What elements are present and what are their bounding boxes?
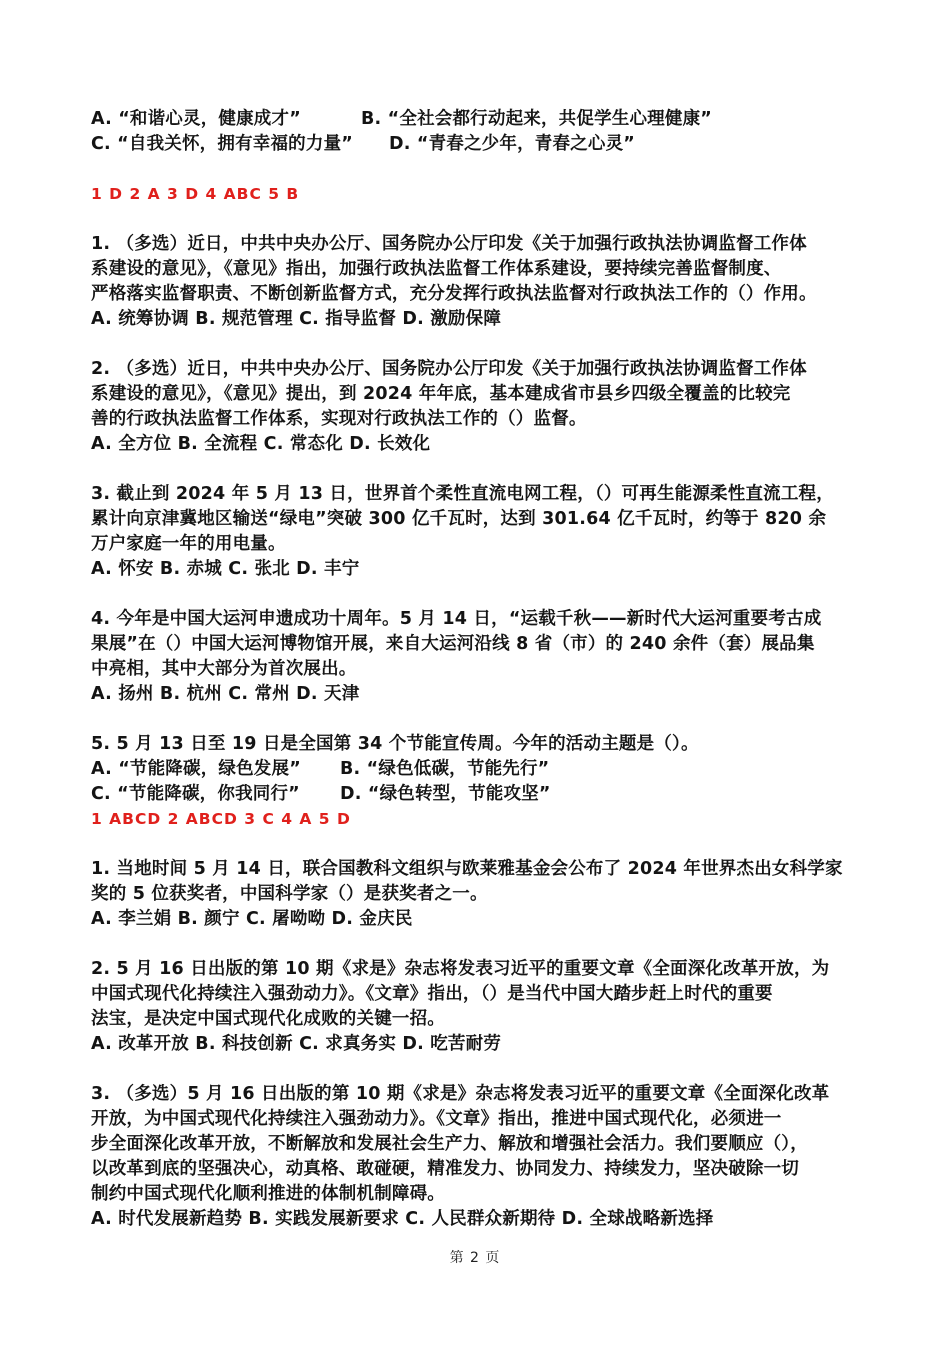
page-number: 第 2 页 [449, 1250, 501, 1266]
option-line [91, 132, 866, 157]
question-text: 奖的 5 位获奖者，中国科学家（）是获奖者之一。 [91, 884, 488, 904]
question-text: 3. （多选）5 月 16 日出版的第 10 期《求是》杂志将发表习近平的重要文章《全面深化改革 [91, 1084, 830, 1104]
question-text: 中国式现代化持续注入强劲动力》。《文章》指出，（）是当代中国大踏步赶上时代的重要 [91, 984, 773, 1004]
question-text: 系建设的意见》，《意见》提出，到 2024 年年底，基本建成省市县乡四级全覆盖的比较完 [91, 384, 791, 404]
option-d: D. “绿色转型，节能攻坚” [340, 784, 551, 804]
question-options: A. 统筹协调 B. 规范管理 C. 指导监督 D. 激励保障 [91, 309, 502, 329]
question-block [91, 607, 866, 707]
question-text: 以改革到底的坚强决心，动真格、敢碰硬，精准发力、协同发力、持续发力，坚决破除一切 [91, 1159, 799, 1179]
question-text: 2. （多选）近日，中共中央办公厅、国务院办公厅印发《关于加强行政执法协调监督工作体 [91, 359, 807, 379]
option-a: A. “节能降碳，绿色发展” [91, 759, 301, 779]
question-options: A. 李兰娟 B. 颜宁 C. 屠呦呦 D. 金庆民 [91, 909, 413, 929]
option-b: B. “全社会都行动起来，共促学生心理健康” [361, 109, 712, 129]
option-a: A. “和谐心灵，健康成才” [91, 109, 301, 129]
option-line [91, 782, 866, 807]
question-text: 累计向京津冀地区输送“绿电”突破 300 亿千瓦时，达到 301.64 亿千瓦时，约等于 820 余 [91, 509, 827, 529]
answer-key: 1 ABCD 2 ABCD 3 C 4 A 5 D [91, 810, 351, 828]
question-text: 2. 5 月 16 日出版的第 10 期《求是》杂志将发表习近平的重要文章《全面深化改革开放，为 [91, 959, 830, 979]
question-text: 严格落实监督职责、不断创新监督方式，充分发挥行政执法监督对行政执法工作的（）作用。 [91, 284, 817, 304]
question-text: 开放，为中国式现代化持续注入强劲动力》。《文章》指出，推进中国式现代化，必须进一 [91, 1109, 782, 1129]
question-block [91, 957, 866, 1057]
question-text: 万户家庭一年的用电量。 [91, 534, 286, 554]
question-text: 善的行政执法监督工作体系，实现对行政执法工作的（）监督。 [91, 409, 587, 429]
question-options: A. 时代发展新趋势 B. 实践发展新要求 C. 人民群众新期待 D. 全球战略新选择 [91, 1209, 714, 1229]
question-text: 果展”在（）中国大运河博物馆开展，来自大运河沿线 8 省（市）的 240 余件（套）展品集 [91, 634, 815, 654]
question-text: 3. 截止到 2024 年 5 月 13 日，世界首个柔性直流电网工程，（）可再生能源柔性直流工程， [91, 484, 834, 504]
question-block [91, 357, 866, 457]
question-block [91, 857, 866, 932]
question-text: 1. 当地时间 5 月 14 日，联合国教科文组织与欧莱雅基金会公布了 2024 年世界杰出女科学家 [91, 859, 843, 879]
option-d: D. “青春之少年，青春之心灵” [389, 134, 635, 154]
option-b: B. “绿色低碳，节能先行” [340, 759, 550, 779]
option-line [91, 107, 866, 132]
question-block [91, 482, 866, 582]
question-block [91, 232, 866, 332]
page-content [91, 107, 866, 1232]
question-block [91, 732, 866, 807]
option-line [91, 757, 866, 782]
question-text: 中亮相，其中大部分为首次展出。 [91, 659, 357, 679]
question-text: 5. 5 月 13 日至 19 日是全国第 34 个节能宣传周。今年的活动主题是（）。 [91, 734, 699, 754]
question-text: 4. 今年是中国大运河申遗成功十周年。5 月 14 日，“运载千秋——新时代大运河重要考古成 [91, 609, 822, 629]
question-text: 系建设的意见》，《意见》指出，加强行政执法监督工作体系建设，要持续完善监督制度、 [91, 259, 782, 279]
question-text: 1. （多选）近日，中共中央办公厅、国务院办公厅印发《关于加强行政执法协调监督工作体 [91, 234, 807, 254]
question-text: 制约中国式现代化顺利推进的体制机制障碍。 [91, 1184, 445, 1204]
question-block [91, 1082, 866, 1232]
answer-key: 1 D 2 A 3 D 4 ABC 5 B [91, 185, 300, 203]
question-text: 法宝，是决定中国式现代化成败的关键一招。 [91, 1009, 445, 1029]
option-c: C. “节能降碳，你我同行” [91, 784, 300, 804]
question-options: A. 怀安 B. 赤城 C. 张北 D. 丰宁 [91, 559, 360, 579]
question-options: A. 改革开放 B. 科技创新 C. 求真务实 D. 吃苦耐劳 [91, 1034, 502, 1054]
option-c: C. “自我关怀，拥有幸福的力量” [91, 134, 353, 154]
question-options: A. 扬州 B. 杭州 C. 常州 D. 天津 [91, 684, 360, 704]
question-text: 步全面深化改革开放，不断解放和发展社会生产力、解放和增强社会活力。我们要顺应（）， [91, 1134, 808, 1154]
question-options: A. 全方位 B. 全流程 C. 常态化 D. 长效化 [91, 434, 431, 454]
